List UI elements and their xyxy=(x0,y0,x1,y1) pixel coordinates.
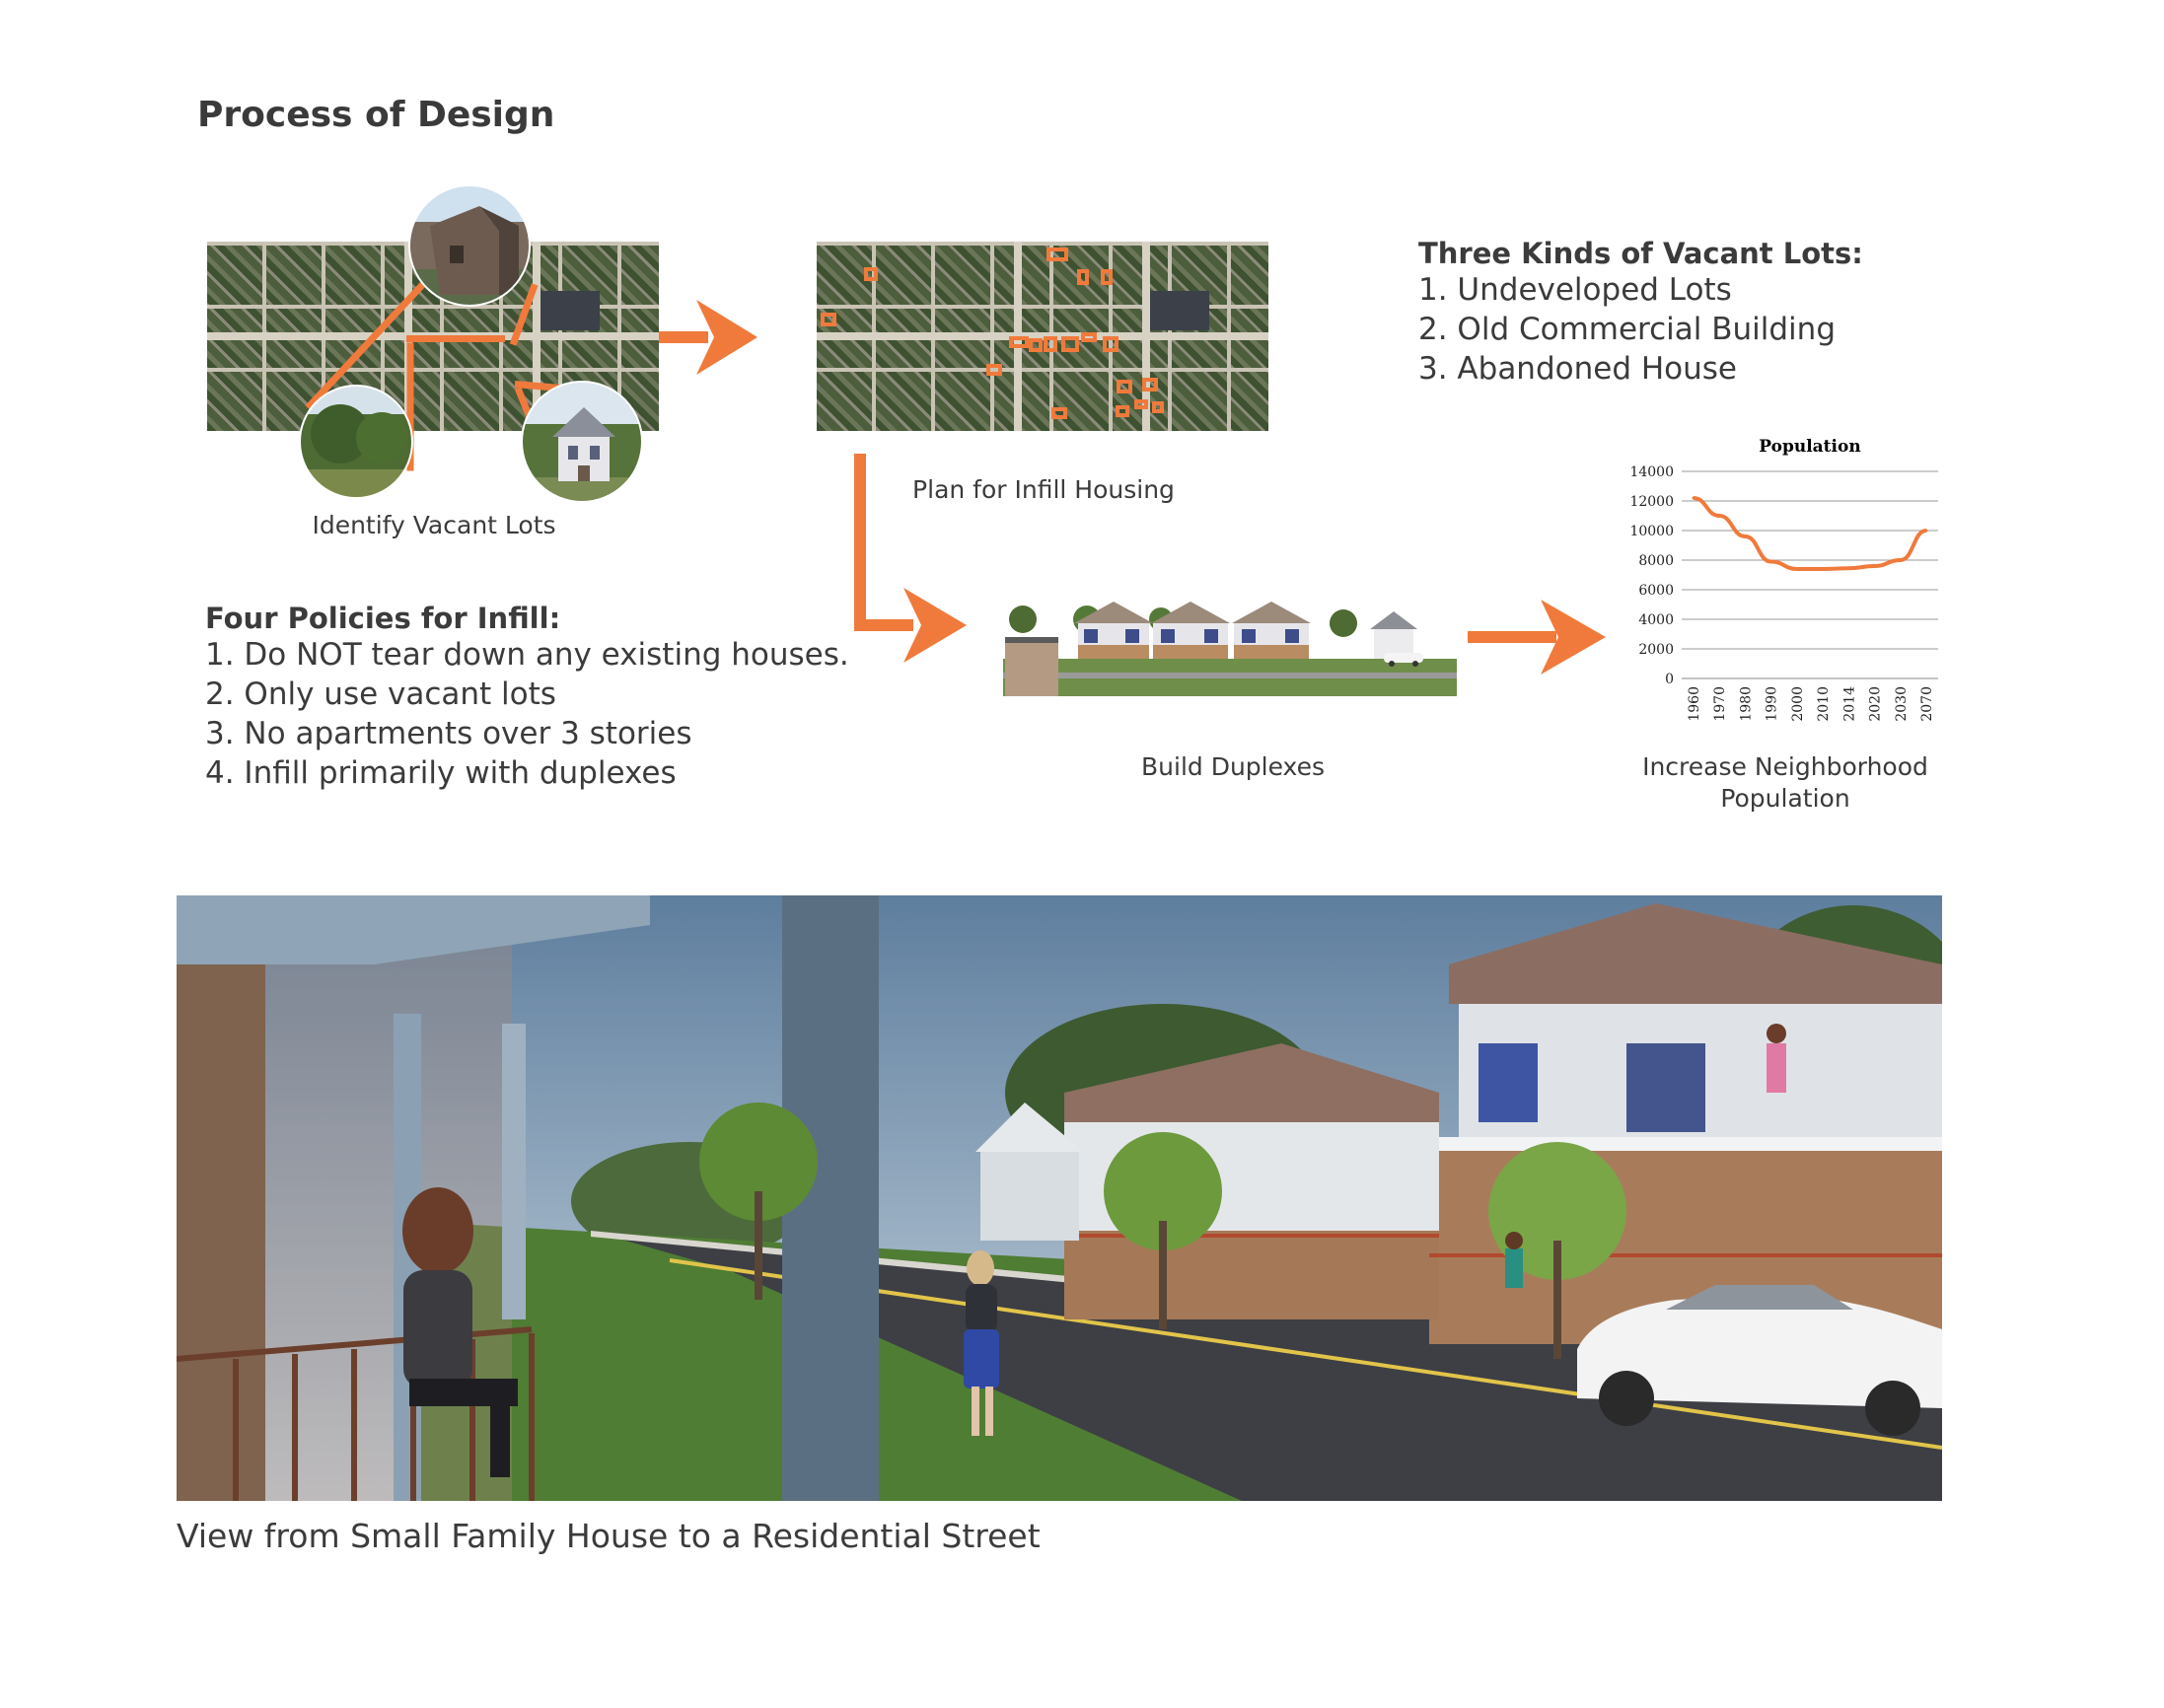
infill-lot-marker xyxy=(1081,332,1097,342)
section-heading: Three Kinds of Vacant Lots: xyxy=(1418,237,1863,270)
list-item: 3. Abandoned House xyxy=(1418,351,1738,387)
render-caption: View from Small Family House to a Residential Street xyxy=(177,1517,1041,1555)
data-point xyxy=(1822,568,1825,571)
data-point xyxy=(1693,497,1695,500)
data-point xyxy=(1718,515,1721,518)
connector-line xyxy=(406,335,505,342)
y-tick-label: 6000 xyxy=(1638,583,1674,599)
data-point xyxy=(1769,560,1772,563)
infill-lot-marker xyxy=(1152,401,1164,413)
step-caption-build: Build Duplexes xyxy=(1141,752,1325,781)
population-line xyxy=(1694,498,1926,569)
infill-policies xyxy=(205,602,849,793)
x-tick-label: 1980 xyxy=(1738,686,1755,722)
y-tick-label: 14000 xyxy=(1629,464,1674,480)
y-tick-label: 8000 xyxy=(1638,553,1674,569)
x-tick-label: 2014 xyxy=(1841,686,1858,722)
infill-lot-marker xyxy=(1029,338,1043,352)
arrow-right-icon xyxy=(1468,596,1606,678)
x-tick-label: 2020 xyxy=(1867,686,1884,722)
data-point xyxy=(1847,567,1850,570)
y-tick-label: 2000 xyxy=(1638,642,1674,658)
x-tick-label: 2000 xyxy=(1789,686,1806,722)
data-point xyxy=(1795,568,1798,571)
chart-title: Population xyxy=(1759,437,1861,457)
x-tick-label: 2030 xyxy=(1893,686,1910,722)
caption-line: Increase Neighborhood xyxy=(1642,752,1928,781)
list-item: 2. Only use vacant lots xyxy=(205,676,556,712)
x-tick-label: 1970 xyxy=(1712,686,1729,722)
y-tick-label: 12000 xyxy=(1629,494,1674,510)
x-tick-label: 2070 xyxy=(1919,686,1935,722)
step-caption-plan: Plan for Infill Housing xyxy=(912,475,1175,504)
page-title: Process of Design xyxy=(197,95,555,135)
infill-lot-marker xyxy=(1061,336,1079,352)
y-tick-label: 0 xyxy=(1665,672,1674,687)
vacant-lot-kinds xyxy=(1418,237,1863,389)
population-chart xyxy=(1608,430,1943,726)
infill-lot-marker xyxy=(1117,380,1132,393)
photo-abandoned-house xyxy=(521,381,643,503)
caption-line: Population xyxy=(1720,784,1850,813)
infill-lot-marker xyxy=(1101,269,1113,285)
y-tick-label: 10000 xyxy=(1629,524,1674,539)
section-heading: Four Policies for Infill: xyxy=(205,602,561,635)
infill-lot-marker xyxy=(1142,378,1158,391)
infill-lot-marker xyxy=(1077,269,1089,285)
list-item: 1. Undeveloped Lots xyxy=(1418,272,1732,308)
infill-lot-marker xyxy=(1051,407,1067,419)
x-tick-label: 2010 xyxy=(1816,686,1833,722)
street-view-render xyxy=(177,895,1942,1501)
list-item: 2. Old Commercial Building xyxy=(1418,312,1836,347)
data-point xyxy=(1873,565,1876,568)
duplex-elevation-image xyxy=(1003,590,1457,696)
arrow-right-icon xyxy=(888,584,967,667)
list-item: 4. Infill primarily with duplexes xyxy=(205,755,677,791)
photo-undeveloped-lot xyxy=(299,385,413,499)
infill-lot-marker xyxy=(986,364,1002,376)
y-tick-label: 4000 xyxy=(1638,612,1674,628)
list-item: 1. Do NOT tear down any existing houses. xyxy=(205,637,849,673)
aerial-map-infill-plan xyxy=(817,242,1268,431)
arrow-right-icon xyxy=(659,296,757,379)
photo-old-commercial-building xyxy=(408,184,531,307)
step-caption-population xyxy=(1618,751,1953,815)
data-point xyxy=(1744,535,1747,538)
x-tick-label: 1960 xyxy=(1687,686,1702,722)
data-point xyxy=(1925,530,1928,533)
infill-lot-marker xyxy=(821,313,836,326)
x-tick-label: 1990 xyxy=(1764,686,1780,722)
infill-lot-marker xyxy=(1103,336,1118,352)
step-caption-identify: Identify Vacant Lots xyxy=(312,511,556,539)
arrow-connector-vertical xyxy=(854,454,866,629)
infill-lot-marker xyxy=(1044,336,1057,352)
infill-lot-marker xyxy=(1134,399,1148,409)
infill-lot-marker xyxy=(1116,405,1129,417)
infill-lot-marker xyxy=(1046,248,1068,261)
data-point xyxy=(1899,559,1902,562)
list-item: 3. No apartments over 3 stories xyxy=(205,716,692,751)
infill-lot-marker xyxy=(864,267,878,281)
infill-lot-marker xyxy=(1009,336,1029,348)
